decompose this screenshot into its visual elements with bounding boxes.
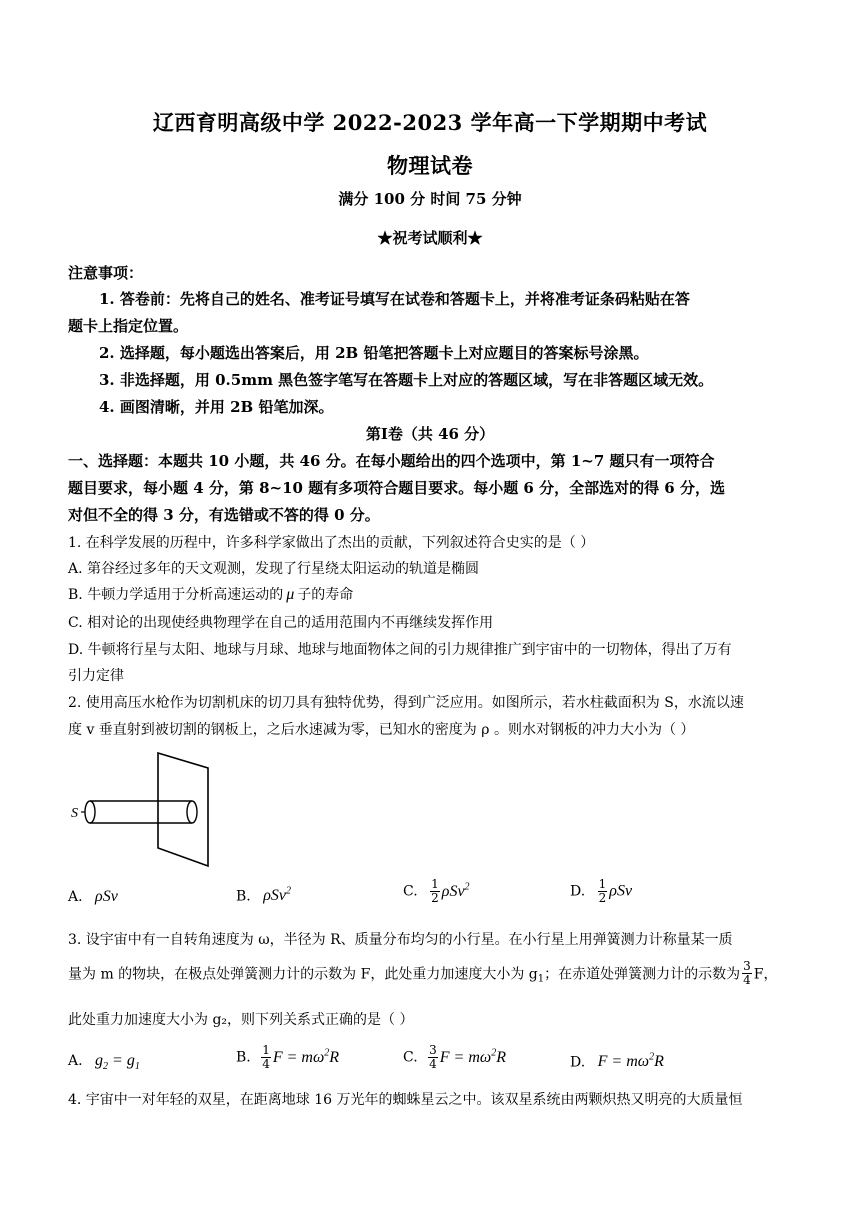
note-item: 3. 非选择题，用 0.5mm 黑色签字笔写在答题卡上对应的答题区域，写在非答题区域无效。 [99,371,714,389]
notes-heading: 注意事项： [68,264,144,282]
q3-stem-cont: 量为 m 的物块，在极点处弹簧测力计的示数为 F，此处重力加速度大小为 $g_1$；在赤道处弹簧测力计的示数为 $\frac{3}{4}$ F， [68,959,778,987]
q2-option-b: B. ρSv$^2$ [236,886,291,905]
exam-title: 辽西育明高级中学 2022-2023 学年高一下学期期中考试 [152,110,708,135]
note-item: 1. 答卷前：先将自己的姓名、准考证号填写在试卷和答题卡上，并将准考证条码粘贴在答 [99,290,690,308]
exam-meta: 满分 100 分 时间 75 分钟 [338,190,522,208]
q1-option-c: C. 相对论的出现使经典物理学在自己的适用范围内不再继续发挥作用 [68,615,494,631]
water-jet-figure [60,748,230,873]
note-item: 题卡上指定位置。 [68,317,189,335]
note-item: 2. 选择题，每小题选出答案后，用 2B 铅笔把答题卡上对应题目的答案标号涂黑。 [99,344,649,362]
q4-stem: 4. 宇宙中一对年轻的双星，在距离地球 16 万光年的蜘蛛星云之中。该双星系统由两颗炽热又明亮的大质量恒 [68,1092,743,1108]
q2-stem-cont: 度 v 垂直射到被切割的钢板上，之后水速减为零，已知水的密度为 ρ 。则水对钢板的冲力大小为（ ） [68,722,695,738]
section-instructions: 对但不全的得 3 分，有选错或不答的得 0 分。 [68,506,380,524]
q3-option-c: C. $\frac{3}{4}$ $F = m\omega^2R$ [403,1043,506,1071]
q1-stem: 1. 在科学发展的历程中，许多科学家做出了杰出的贡献，下列叙述符合史实的是（ ） [68,535,595,551]
q3-option-b: B. $\frac{1}{4}$ $F = m\omega^2R$ [236,1043,340,1071]
q2-option-a: A. ρSv [68,888,118,905]
exam-subject: 物理试卷 [387,153,473,178]
q3-option-a: A. $g_2 = g_1$ [68,1052,140,1073]
exam-wish: ★祝考试顺利★ [377,229,483,247]
q2-option-d: D. $\frac{1}{2}$ ρSv [570,877,633,905]
figure-label-s: S [71,806,78,821]
q1-option-b: B. 牛顿力学适用于分析高速运动的 μ 子的寿命 [68,586,354,603]
q1-option-d-cont: 引力定律 [68,668,124,684]
q3-stem-cont2: 此处重力加速度大小为 g₂，则下列关系式正确的是（ ） [68,1012,414,1028]
q1-option-a: A. 第谷经过多年的天文观测，发现了行星绕太阳运动的轨道是椭圆 [68,561,480,577]
section-title: 第Ⅰ卷（共 46 分） [365,425,495,443]
q2-option-c: C. $\frac{1}{2}$ ρSv$^2$ [403,877,470,905]
q3-option-d: D. $F = m\omega^2R$ [570,1052,664,1071]
q3-stem: 3. 设宇宙中有一自转角速度为 ω，半径为 R、质量分布均匀的小行星。在小行星上用弹簧测力计称量某一质 [68,932,733,948]
section-instructions: 一、选择题：本题共 10 小题，共 46 分。在每小题给出的四个选项中，第 1~7 题只有一项符合 [68,452,715,470]
q2-stem: 2. 使用高压水枪作为切割机床的切刀具有独特优势，得到广泛应用。如图所示，若水柱截面积为 S，水流以速 [68,695,744,711]
q1-option-d: D. 牛顿将行星与太阳、地球与月球、地球与地面物体之间的引力规律推广到宇宙中的一切物体，得出了万有 [68,642,732,658]
section-instructions: 题目要求，每小题 4 分，第 8~10 题有多项符合题目要求。每小题 6 分，全部选对的得 6 分，选 [68,479,725,497]
note-item: 4. 画图清晰，并用 2B 铅笔加深。 [99,398,334,416]
